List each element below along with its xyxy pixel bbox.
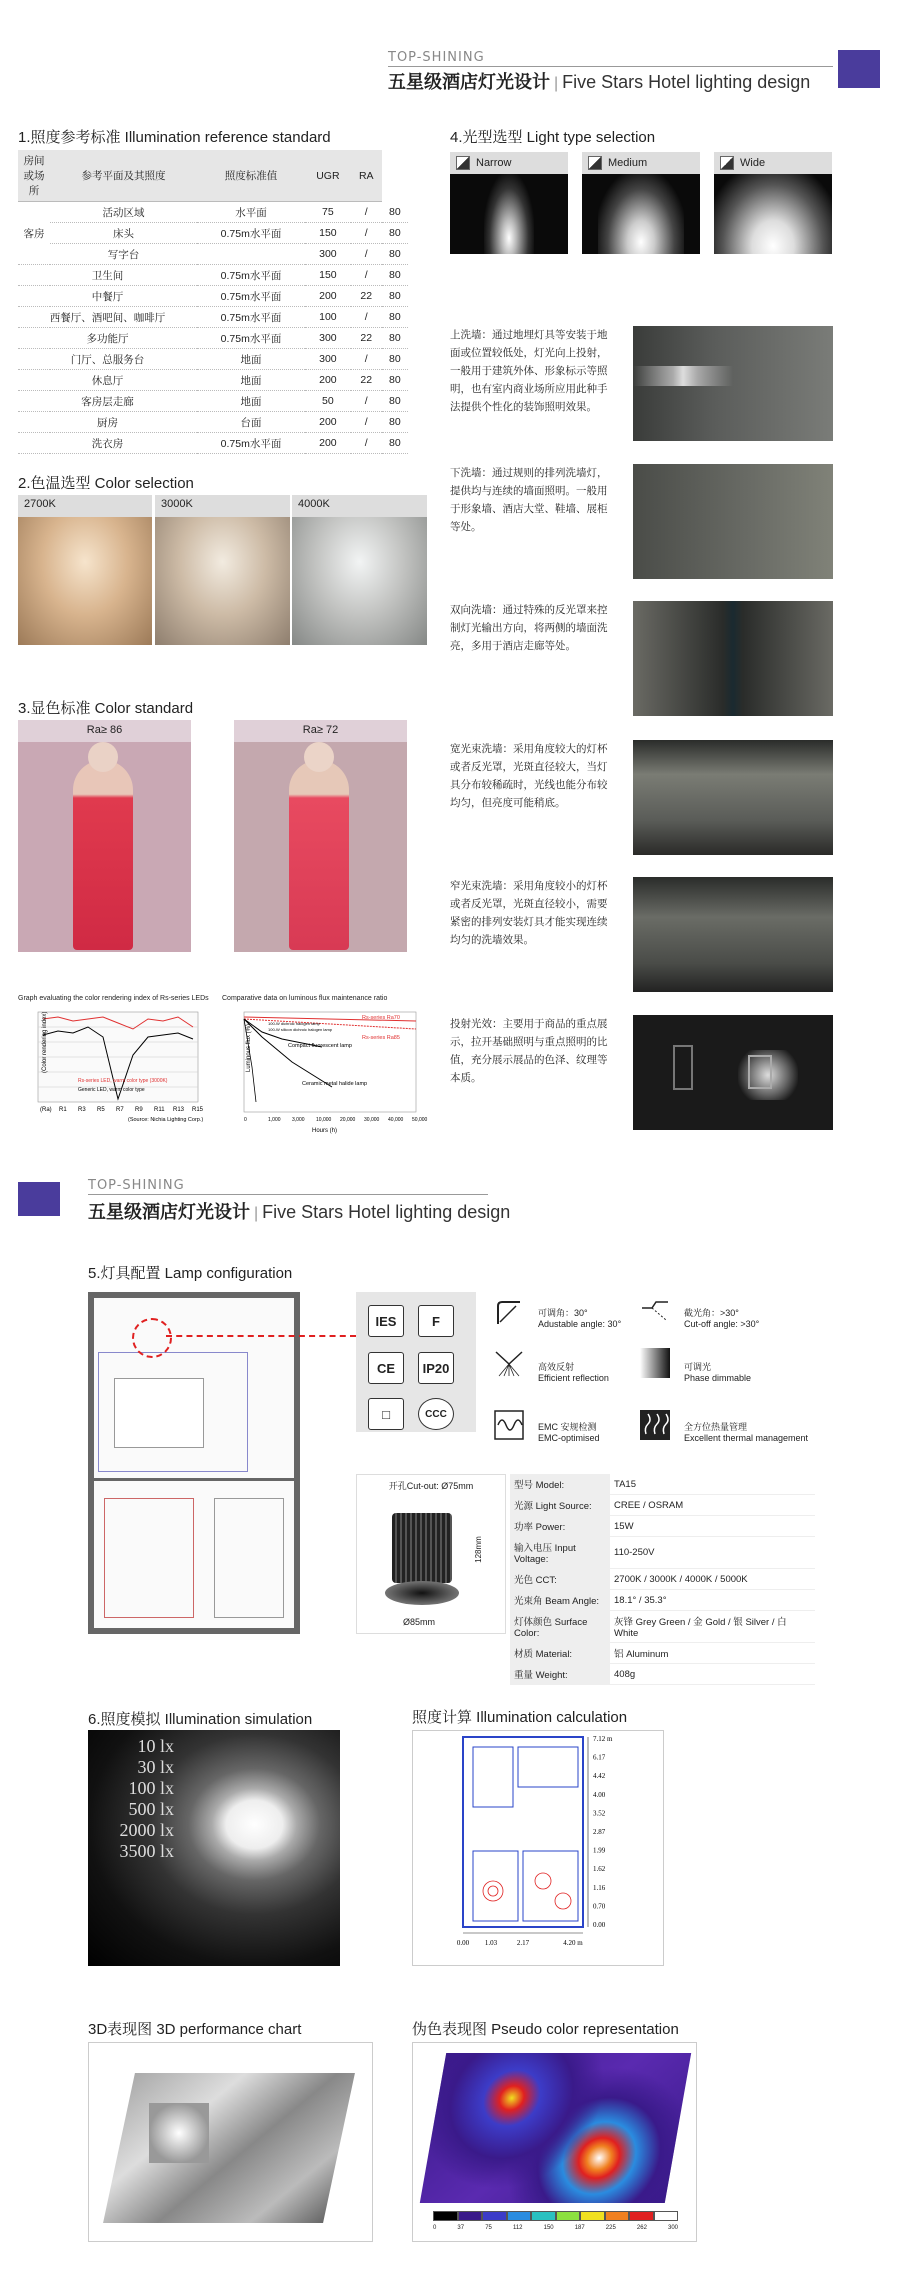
feature-adjustable xyxy=(538,1308,621,1330)
table-cell: 80 xyxy=(382,244,408,265)
table-row xyxy=(18,391,408,412)
beam-label: Narrow xyxy=(476,157,512,169)
table-cell: 西餐厅、酒吧间、咖啡厅 xyxy=(18,307,197,328)
calc-xtick: 2.17 xyxy=(516,1939,530,1947)
feature-zh: 截光角：>30° xyxy=(684,1308,739,1318)
scale-swatch xyxy=(433,2211,458,2221)
reference-table xyxy=(18,150,408,454)
scale-label: 187 xyxy=(574,2225,585,2231)
spec-value: 110-250V xyxy=(610,1537,815,1569)
desc-down-wash: 下洗墙：通过规则的排列洗墙灯，提供均与连续的墙面照明。一般用于形象墙、酒店大堂、鞋墙、展柜等处。 xyxy=(450,467,608,533)
spec-label: 型号 Model: xyxy=(510,1474,610,1495)
calc-ytick: 0.00 xyxy=(593,1921,606,1929)
section2-title: 2.色温选型 Color selection xyxy=(18,475,194,492)
table-cell: / xyxy=(351,433,382,454)
table-cell: 中餐厅 xyxy=(18,286,197,307)
reflection-icon xyxy=(494,1348,524,1378)
feature-zh: 可调光 xyxy=(684,1362,712,1372)
section1-title: 1.照度参考标准 Illumination reference standard xyxy=(18,129,331,146)
calc-ytick: 1.62 xyxy=(593,1865,606,1874)
desc-wide-wash: 宽光束洗墙：采用角度较大的灯杯或者反光罩，光斑直径较大，当灯具分布较稀疏时，光线也能分布较均匀，但亮度可能稍底。 xyxy=(450,743,608,809)
table-cell: 地面 xyxy=(197,391,305,412)
spec-label: 输入电压 Input Voltage: xyxy=(510,1537,610,1569)
lumen-xtick: 30,000 xyxy=(364,1117,380,1123)
spec-row xyxy=(510,1474,815,1495)
col-plane: 参考平面及其照度 xyxy=(50,150,197,202)
table-row xyxy=(18,265,408,286)
scale-label: 300 xyxy=(667,2225,678,2231)
lux-level: 3500 lx xyxy=(119,1841,174,1861)
table-cell: 80 xyxy=(382,349,408,370)
calc-chart xyxy=(412,1730,664,1966)
swatch-2700k xyxy=(18,495,152,645)
lumen-xtick: 0 xyxy=(244,1117,247,1123)
beam-label: Wide xyxy=(740,157,766,169)
table-cell: 活动区域 xyxy=(50,202,197,223)
table-cell: 75 xyxy=(305,202,351,223)
label-si-halogen: 100-W silicon dichroic halogen lamp xyxy=(268,1027,333,1032)
table-cell: / xyxy=(351,307,382,328)
label-halogen: 100-W dichroic halogen lamp xyxy=(268,1021,320,1026)
table-cell: / xyxy=(351,412,382,433)
table-cell: 300 xyxy=(305,349,351,370)
scale-swatch xyxy=(531,2211,556,2221)
table-cell: 150 xyxy=(305,265,351,286)
cut-off-angle-icon xyxy=(640,1298,670,1328)
spec-value: CREE / OSRAM xyxy=(610,1495,815,1516)
beam-medium xyxy=(582,152,700,254)
lumen-xtick: 40,000 xyxy=(388,1117,404,1123)
feature-en: Cut-off angle: >30° xyxy=(684,1319,760,1329)
lux-level: 2000 lx xyxy=(119,1820,174,1840)
feature-en: Adustable angle: 30° xyxy=(538,1319,622,1329)
cri-xtick: R5 xyxy=(97,1107,105,1113)
calc-ytick: 1.16 xyxy=(593,1883,606,1892)
cri-legend-generic: Generic LED, warm color type xyxy=(78,1087,145,1093)
desc-up-wash: 上洗墙：通过地埋灯具等安装于地面或位置较低处，灯光向上投射，一般用于建筑外体、形象标示等照明，也有室内商业场所应用此种手法提供个性化的装饰照明效果。 xyxy=(450,329,608,413)
pseudo-image xyxy=(412,2042,697,2242)
spec-label: 功率 Power: xyxy=(510,1516,610,1537)
spec-row xyxy=(510,1664,815,1685)
feature-zh: EMC 安规检测 xyxy=(538,1422,597,1432)
feature-emc xyxy=(538,1422,600,1444)
cri-xtick: R13 xyxy=(173,1107,185,1113)
scale-swatch xyxy=(507,2211,532,2221)
scale-swatch xyxy=(629,2211,654,2221)
table-cell: 台面 xyxy=(197,412,305,433)
swatch-4000k xyxy=(292,495,427,645)
beam-icon xyxy=(720,156,734,170)
lux-level: 500 lx xyxy=(128,1799,174,1819)
pseudo-title: 伪色表现图 Pseudo color representation xyxy=(412,2021,679,2038)
desc-double-wash: 双向洗墙：通过特殊的反光罩来控制灯光输出方向，将两侧的墙面洗亮，多用于酒店走廊等处。 xyxy=(450,604,608,652)
cri-xtick: R1 xyxy=(59,1107,67,1113)
scale-swatch xyxy=(654,2211,679,2221)
floor-plan xyxy=(88,1292,300,1634)
f-mark-icon: F xyxy=(418,1305,454,1337)
height-dim: 128mm xyxy=(473,1536,483,1563)
calc-svg xyxy=(413,1731,663,1965)
table-cell: 0.75m水平面 xyxy=(197,433,305,454)
spec-value: 18.1° / 35.3° xyxy=(610,1590,815,1611)
header-mid xyxy=(18,1178,538,1222)
callout-line xyxy=(166,1335,356,1337)
scale-label: 150 xyxy=(543,2225,554,2231)
beam-icon xyxy=(456,156,470,170)
cri-chart-title: Graph evaluating the color rendering index of Rs-series LEDs xyxy=(18,995,209,1002)
table-cell: 写字台 xyxy=(50,244,197,265)
table-cell: 80 xyxy=(382,433,408,454)
table-cell: 80 xyxy=(382,286,408,307)
feature-zh: 高效反射 xyxy=(538,1362,575,1372)
section3-title: 3.显色标准 Color standard xyxy=(18,700,194,717)
calc-xtick: 0.00 xyxy=(456,1939,470,1947)
header-title-zh: 五星级酒店灯光设计 xyxy=(88,1202,250,1222)
header-accent-block xyxy=(838,50,880,88)
chart3d-image xyxy=(88,2042,373,2242)
spec-value: 408g xyxy=(610,1664,815,1685)
table-cell: 22 xyxy=(351,370,382,391)
header-title-en: Five Stars Hotel lighting design xyxy=(262,1202,511,1222)
table-row xyxy=(18,433,408,454)
col-lux: 照度标准值 xyxy=(197,150,305,202)
cri-source: (Source: Nichia Lighting Corp.) xyxy=(128,1117,204,1123)
feature-en: Efficient reflection xyxy=(538,1373,609,1383)
table-cell: / xyxy=(351,349,382,370)
img-accent xyxy=(633,1015,833,1130)
cri-xtick: R7 xyxy=(116,1107,124,1113)
lumen-xtick: 1,000 xyxy=(268,1117,281,1123)
feature-en: Phase dimmable xyxy=(684,1373,752,1383)
scale-label: 225 xyxy=(605,2225,616,2231)
spec-label: 光束角 Beam Angle: xyxy=(510,1590,610,1611)
table-cell: 多功能厅 xyxy=(18,328,197,349)
calc-ytick: 1.99 xyxy=(593,1846,606,1855)
adjustable-angle-icon xyxy=(494,1298,524,1328)
beam-wide xyxy=(714,152,832,254)
img-narrow-wash xyxy=(633,877,833,992)
table-row xyxy=(18,370,408,391)
scale-swatch xyxy=(605,2211,630,2221)
lux-level: 10 lx xyxy=(137,1736,174,1756)
table-cell: 地面 xyxy=(197,349,305,370)
double-insulation-icon: □ xyxy=(368,1398,404,1430)
table-cell: 80 xyxy=(382,202,408,223)
thermal-icon xyxy=(640,1410,670,1440)
cutout-label: 开孔Cut-out: Ø75mm xyxy=(388,1481,474,1491)
lumen-chart xyxy=(222,995,428,1135)
table-cell: 80 xyxy=(382,223,408,244)
swatch-label: 4000K xyxy=(292,495,427,517)
color-photo-right xyxy=(234,720,407,952)
diameter-dim: Ø85mm xyxy=(403,1617,436,1627)
table-cell: 客房层走廊 xyxy=(18,391,197,412)
spec-label: 灯体颜色 Surface Color: xyxy=(510,1611,610,1643)
header-top xyxy=(388,50,888,90)
header-title-zh: 五星级酒店灯光设计 xyxy=(388,72,550,92)
table-cell: 0.75m水平面 xyxy=(197,265,305,286)
lumen-chart-title: Comparative data on luminous flux maintenance ratio xyxy=(222,995,388,1002)
table-cell: 床头 xyxy=(50,223,197,244)
table-cell: 50 xyxy=(305,391,351,412)
table-cell: 300 xyxy=(305,244,351,265)
product-drawing xyxy=(356,1474,506,1634)
lumen-xtick: 50,000 xyxy=(412,1117,428,1123)
img-up-wash xyxy=(633,326,833,441)
table-row xyxy=(18,412,408,433)
lumen-ylabel: Luminous flux (%) xyxy=(246,1023,252,1072)
guestroom-cell: 客房 xyxy=(18,202,50,265)
emc-wave-icon xyxy=(494,1410,524,1440)
table-cell: 洗衣房 xyxy=(18,433,197,454)
calc-ytick: 6.17 xyxy=(593,1753,606,1762)
chart3d-title: 3D表现图 3D performance chart xyxy=(88,2021,302,2038)
table-cell: 200 xyxy=(305,370,351,391)
ip20-icon: IP20 xyxy=(418,1352,454,1384)
scale-swatch xyxy=(556,2211,581,2221)
desc-accent: 投射光效：主要用于商品的重点展示，拉开基础照明与重点照明的比值，充分展示展品的色泽、纹理等本质。 xyxy=(450,1018,608,1084)
header-accent-block xyxy=(18,1182,60,1216)
img-wide-wash xyxy=(633,740,833,855)
table-cell: 80 xyxy=(382,307,408,328)
table-cell: 100 xyxy=(305,307,351,328)
feature-zh: 可调角：30° xyxy=(538,1308,588,1318)
calc-ytick: 2.87 xyxy=(593,1828,606,1836)
table-cell: / xyxy=(351,223,382,244)
table-cell: 150 xyxy=(305,223,351,244)
label-ra70: Rs-series Ra70 xyxy=(362,1015,400,1021)
ccc-icon: CCC xyxy=(418,1398,454,1430)
spec-label: 光源 Light Source: xyxy=(510,1495,610,1516)
lumen-xtick: 3,000 xyxy=(292,1117,305,1123)
ce-icon: CE xyxy=(368,1352,404,1384)
calc-xtick: 1.03 xyxy=(484,1939,498,1947)
beam-narrow xyxy=(450,152,568,254)
ies-icon: IES xyxy=(368,1305,404,1337)
img-down-wash xyxy=(633,464,833,579)
section4-title: 4.光型选型 Light type selection xyxy=(450,129,656,146)
table-row xyxy=(18,223,408,244)
table-cell: 300 xyxy=(305,328,351,349)
cri-legend-rs: Rs-series LED, warm color type (3000K) xyxy=(78,1078,168,1084)
header-title-en: Five Stars Hotel lighting design xyxy=(562,72,811,92)
table-cell: 80 xyxy=(382,391,408,412)
scale-swatch xyxy=(580,2211,605,2221)
dimmable-icon xyxy=(640,1348,670,1378)
calc-ytick: 3.52 xyxy=(593,1809,606,1818)
table-cell: 80 xyxy=(382,412,408,433)
desc-narrow-wash: 窄光束洗墙：采用角度较小的灯杯或者反光罩，光斑直径较小，需要紧密的排列安装灯具才能实现连续均匀的洗墙效果。 xyxy=(450,880,608,946)
scale-label: 0 xyxy=(433,2225,437,2231)
table-cell: 0.75m水平面 xyxy=(197,307,305,328)
spec-value: 灰锋 Grey Green / 金 Gold / 银 Silver / 白 White xyxy=(610,1611,815,1643)
feature-en: Excellent thermal management xyxy=(684,1433,809,1443)
swatch-label: 2700K xyxy=(18,495,152,517)
spec-row xyxy=(510,1643,815,1664)
table-cell: 地面 xyxy=(197,370,305,391)
feature-cutoff xyxy=(684,1308,759,1330)
table-cell: 200 xyxy=(305,412,351,433)
section5-title: 5.灯具配置 Lamp configuration xyxy=(88,1265,293,1282)
table-row xyxy=(18,244,408,265)
table-cell: 卫生间 xyxy=(18,265,197,286)
table-cell xyxy=(197,244,305,265)
spec-value: 铝 Aluminum xyxy=(610,1643,815,1664)
beam-icon xyxy=(588,156,602,170)
table-cell: 0.75m水平面 xyxy=(197,223,305,244)
spec-label: 重量 Weight: xyxy=(510,1664,610,1685)
table-cell: 水平面 xyxy=(197,202,305,223)
lumen-xtick: 20,000 xyxy=(340,1117,356,1123)
lux-level: 30 lx xyxy=(137,1757,174,1777)
table-row xyxy=(18,349,408,370)
feature-en: EMC-optimised xyxy=(538,1433,600,1443)
swatch-3000k xyxy=(155,495,290,645)
lux-level: 100 lx xyxy=(128,1778,174,1798)
cri-xtick: (Ra) xyxy=(40,1107,52,1113)
table-cell: 80 xyxy=(382,328,408,349)
table-row xyxy=(18,286,408,307)
brand-text: TOP-SHINING xyxy=(388,50,485,65)
cri-xtick: R3 xyxy=(78,1107,86,1113)
color-photo-left xyxy=(18,720,191,952)
table-cell: 22 xyxy=(351,328,382,349)
table-cell: 80 xyxy=(382,370,408,391)
spec-value: 15W xyxy=(610,1516,815,1537)
img-double-wash xyxy=(633,601,833,716)
spec-row xyxy=(510,1516,815,1537)
feature-reflection xyxy=(538,1362,609,1384)
table-cell: 门厅、总服务台 xyxy=(18,349,197,370)
calc-ytick: 0.70 xyxy=(593,1902,606,1911)
swatch-label: 3000K xyxy=(155,495,290,517)
table-cell: 0.75m水平面 xyxy=(197,328,305,349)
spec-label: 光色 CCT: xyxy=(510,1569,610,1590)
table-cell: / xyxy=(351,391,382,412)
table-cell: / xyxy=(351,202,382,223)
spec-value: TA15 xyxy=(610,1474,815,1495)
cri-xtick: R15 xyxy=(192,1107,204,1113)
cri-xtick: R11 xyxy=(154,1107,165,1113)
spec-row xyxy=(510,1495,815,1516)
lumen-xlabel: Hours (h) xyxy=(312,1128,338,1134)
table-cell: 22 xyxy=(351,286,382,307)
spec-row xyxy=(510,1590,815,1611)
table-cell: 200 xyxy=(305,286,351,307)
table-cell: 80 xyxy=(382,265,408,286)
lumen-chart-svg xyxy=(222,1007,428,1137)
table-row xyxy=(18,307,408,328)
beam-label: Medium xyxy=(608,157,648,169)
ra-label-right: Ra≥ 72 xyxy=(234,720,407,742)
col-ra: RA xyxy=(351,150,382,202)
scale-label: 75 xyxy=(485,2225,492,2231)
cri-chart-svg xyxy=(18,1007,208,1127)
label-cmh: Ceramic metal halide lamp xyxy=(302,1081,368,1087)
header-sep: | xyxy=(554,75,559,92)
calc-ytick: 7.12 m xyxy=(593,1735,613,1743)
table-cell: / xyxy=(351,244,382,265)
brand-text: TOP-SHINING xyxy=(88,1178,185,1193)
label-cfl: Compact fluorescent lamp xyxy=(288,1043,352,1049)
scale-label: 37 xyxy=(457,2225,465,2231)
lumen-xtick: 10,000 xyxy=(316,1117,332,1123)
table-row xyxy=(18,202,408,223)
scale-swatch xyxy=(458,2211,483,2221)
cri-chart xyxy=(18,995,208,1135)
calc-title: 照度计算 Illumination calculation xyxy=(412,1709,628,1726)
cri-xtick: R9 xyxy=(135,1107,143,1113)
feature-zh: 全方位热量管理 xyxy=(684,1422,748,1432)
calc-ytick: 4.00 xyxy=(593,1790,606,1799)
calc-xtick: 4.20 m xyxy=(563,1939,583,1947)
illumination-sim xyxy=(88,1730,340,1966)
table-cell: 厨房 xyxy=(18,412,197,433)
spec-value: 2700K / 3000K / 4000K / 5000K xyxy=(610,1569,815,1590)
section6-title: 6.照度模拟 Illumination simulation xyxy=(88,1711,313,1728)
spec-row xyxy=(510,1569,815,1590)
spec-row xyxy=(510,1537,815,1569)
calc-ytick: 4.42 xyxy=(593,1772,606,1781)
table-cell: 休息厅 xyxy=(18,370,197,391)
header-sep: | xyxy=(254,1205,259,1222)
table-row xyxy=(18,328,408,349)
scale-label: 112 xyxy=(512,2225,523,2231)
table-cell: 200 xyxy=(305,433,351,454)
cri-ylabel: (Color rendering index) xyxy=(42,1011,48,1073)
ra-label-left: Ra≥ 86 xyxy=(18,720,191,742)
col-ugr: UGR xyxy=(305,150,351,202)
feature-dimmable xyxy=(684,1362,751,1384)
spec-row xyxy=(510,1611,815,1643)
scale-swatch xyxy=(482,2211,507,2221)
table-cell: / xyxy=(351,265,382,286)
col-room: 房间或场所 xyxy=(18,150,50,202)
spec-label: 材质 Material: xyxy=(510,1643,610,1664)
table-cell: 0.75m水平面 xyxy=(197,286,305,307)
spec-table xyxy=(510,1474,815,1685)
label-ra85: Rs-series Ra85 xyxy=(362,1035,400,1041)
feature-thermal xyxy=(684,1422,808,1444)
scale-label: 262 xyxy=(636,2225,647,2231)
